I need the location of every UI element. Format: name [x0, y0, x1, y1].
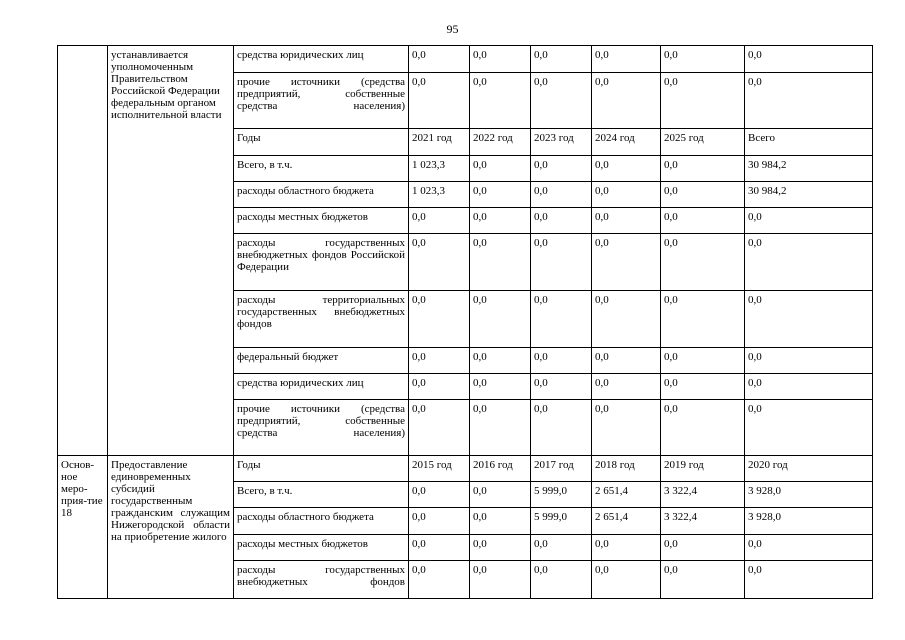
amount-cell: 0,0	[531, 46, 592, 73]
funding-source-cell: расходы государственных внебюджетных фондов Российской Федерации	[234, 234, 409, 291]
year-header-cell: 2015 год	[409, 456, 470, 482]
amount-cell: 0,0	[592, 208, 661, 234]
amount-cell: 3 928,0	[745, 508, 873, 535]
amount-cell: 0,0	[470, 508, 531, 535]
funding-source-cell: расходы государственных внебюджетных фондов	[234, 561, 409, 599]
funding-source-cell: прочие источники (средства предприятий, собственные средства населения)	[234, 400, 409, 456]
funding-source-cell: расходы областного бюджета	[234, 508, 409, 535]
amount-cell: 0,0	[661, 208, 745, 234]
year-header-cell: Всего	[745, 129, 873, 156]
year-header-cell: 2024 год	[592, 129, 661, 156]
amount-cell: 0,0	[409, 291, 470, 348]
year-header-cell: 2023 год	[531, 129, 592, 156]
year-header-cell: 2019 год	[661, 456, 745, 482]
amount-cell: 0,0	[470, 348, 531, 374]
amount-cell: 0,0	[745, 348, 873, 374]
amount-cell: 0,0	[409, 73, 470, 129]
amount-cell: 0,0	[531, 208, 592, 234]
amount-cell: 0,0	[661, 73, 745, 129]
amount-cell: 1 023,3	[409, 182, 470, 208]
years-label-cell: Годы	[234, 456, 409, 482]
year-header-cell: 2016 год	[470, 456, 531, 482]
year-header-cell: 2018 год	[592, 456, 661, 482]
amount-cell: 0,0	[470, 73, 531, 129]
amount-cell: 0,0	[592, 400, 661, 456]
amount-cell: 2 651,4	[592, 482, 661, 508]
amount-cell: 0,0	[745, 400, 873, 456]
amount-cell: 3 928,0	[745, 482, 873, 508]
amount-cell: 1 023,3	[409, 156, 470, 182]
amount-cell: 0,0	[531, 182, 592, 208]
amount-cell: 0,0	[470, 234, 531, 291]
amount-cell: 3 322,4	[661, 508, 745, 535]
amount-cell: 0,0	[592, 182, 661, 208]
amount-cell: 2 651,4	[592, 508, 661, 535]
amount-cell: 0,0	[745, 535, 873, 561]
amount-cell: 0,0	[409, 508, 470, 535]
amount-cell: 0,0	[661, 348, 745, 374]
table-row	[58, 46, 873, 73]
table-row	[58, 456, 873, 482]
amount-cell: 0,0	[470, 535, 531, 561]
funding-source-cell: расходы местных бюджетов	[234, 208, 409, 234]
amount-cell: 0,0	[745, 73, 873, 129]
amount-cell: 0,0	[661, 374, 745, 400]
event-description-cell: устанавливается уполномоченным Правительством Российской Федерации федеральным органом исполнительной власти	[108, 46, 234, 456]
amount-cell: 0,0	[531, 348, 592, 374]
amount-cell: 0,0	[531, 291, 592, 348]
amount-cell: 0,0	[592, 234, 661, 291]
amount-cell: 0,0	[409, 46, 470, 73]
years-label-cell: Годы	[234, 129, 409, 156]
event-number-cell	[58, 46, 108, 456]
year-header-cell: 2020 год	[745, 456, 873, 482]
amount-cell: 0,0	[409, 374, 470, 400]
amount-cell: 5 999,0	[531, 508, 592, 535]
amount-cell: 0,0	[470, 291, 531, 348]
amount-cell: 0,0	[470, 208, 531, 234]
amount-cell: 0,0	[745, 46, 873, 73]
page-number: 95	[446, 22, 459, 36]
year-header-cell: 2025 год	[661, 129, 745, 156]
amount-cell: 0,0	[409, 482, 470, 508]
amount-cell: 0,0	[661, 400, 745, 456]
budget-table-body	[58, 46, 873, 599]
amount-cell: 0,0	[531, 234, 592, 291]
year-header-cell: 2017 год	[531, 456, 592, 482]
amount-cell: 0,0	[409, 234, 470, 291]
amount-cell: 0,0	[592, 46, 661, 73]
amount-cell: 0,0	[745, 561, 873, 599]
amount-cell: 0,0	[531, 561, 592, 599]
funding-source-cell: прочие источники (средства предприятий, собственные средства населения)	[234, 73, 409, 129]
amount-cell: 0,0	[470, 400, 531, 456]
amount-cell: 0,0	[661, 46, 745, 73]
amount-cell: 0,0	[745, 374, 873, 400]
amount-cell: 0,0	[661, 561, 745, 599]
amount-cell: 0,0	[409, 561, 470, 599]
amount-cell: 0,0	[470, 46, 531, 73]
amount-cell: 5 999,0	[531, 482, 592, 508]
amount-cell: 0,0	[745, 291, 873, 348]
amount-cell: 0,0	[470, 182, 531, 208]
event-number-cell: Основ-ное меро-прия-тие 18	[58, 456, 108, 599]
amount-cell: 0,0	[592, 535, 661, 561]
event-description-cell: Предоставление единовременных субсидий государственным гражданским служащим Нижегородской области на приобретение жилого	[108, 456, 234, 599]
amount-cell: 0,0	[661, 234, 745, 291]
amount-cell: 0,0	[409, 208, 470, 234]
budget-table	[57, 45, 873, 599]
amount-cell: 30 984,2	[745, 182, 873, 208]
funding-source-cell: средства юридических лиц	[234, 46, 409, 73]
funding-source-cell: Всего, в т.ч.	[234, 156, 409, 182]
year-header-cell: 2022 год	[470, 129, 531, 156]
amount-cell: 0,0	[592, 348, 661, 374]
funding-source-cell: расходы территориальных государственных внебюджетных фондов	[234, 291, 409, 348]
amount-cell: 0,0	[661, 182, 745, 208]
amount-cell: 0,0	[409, 348, 470, 374]
amount-cell: 0,0	[592, 561, 661, 599]
funding-source-cell: расходы областного бюджета	[234, 182, 409, 208]
amount-cell: 0,0	[592, 374, 661, 400]
year-header-cell: 2021 год	[409, 129, 470, 156]
amount-cell: 30 984,2	[745, 156, 873, 182]
amount-cell: 0,0	[531, 374, 592, 400]
amount-cell: 0,0	[531, 156, 592, 182]
amount-cell: 0,0	[470, 561, 531, 599]
funding-source-cell: Всего, в т.ч.	[234, 482, 409, 508]
funding-source-cell: средства юридических лиц	[234, 374, 409, 400]
amount-cell: 0,0	[745, 234, 873, 291]
amount-cell: 0,0	[470, 374, 531, 400]
amount-cell: 0,0	[409, 400, 470, 456]
amount-cell: 0,0	[470, 156, 531, 182]
amount-cell: 0,0	[409, 535, 470, 561]
amount-cell: 0,0	[592, 73, 661, 129]
amount-cell: 0,0	[531, 400, 592, 456]
amount-cell: 0,0	[592, 156, 661, 182]
amount-cell: 0,0	[661, 291, 745, 348]
amount-cell: 0,0	[661, 156, 745, 182]
amount-cell: 0,0	[592, 291, 661, 348]
amount-cell: 0,0	[470, 482, 531, 508]
amount-cell: 0,0	[661, 535, 745, 561]
amount-cell: 0,0	[531, 73, 592, 129]
funding-source-cell: федеральный бюджет	[234, 348, 409, 374]
amount-cell: 0,0	[745, 208, 873, 234]
amount-cell: 3 322,4	[661, 482, 745, 508]
funding-source-cell: расходы местных бюджетов	[234, 535, 409, 561]
amount-cell: 0,0	[531, 535, 592, 561]
